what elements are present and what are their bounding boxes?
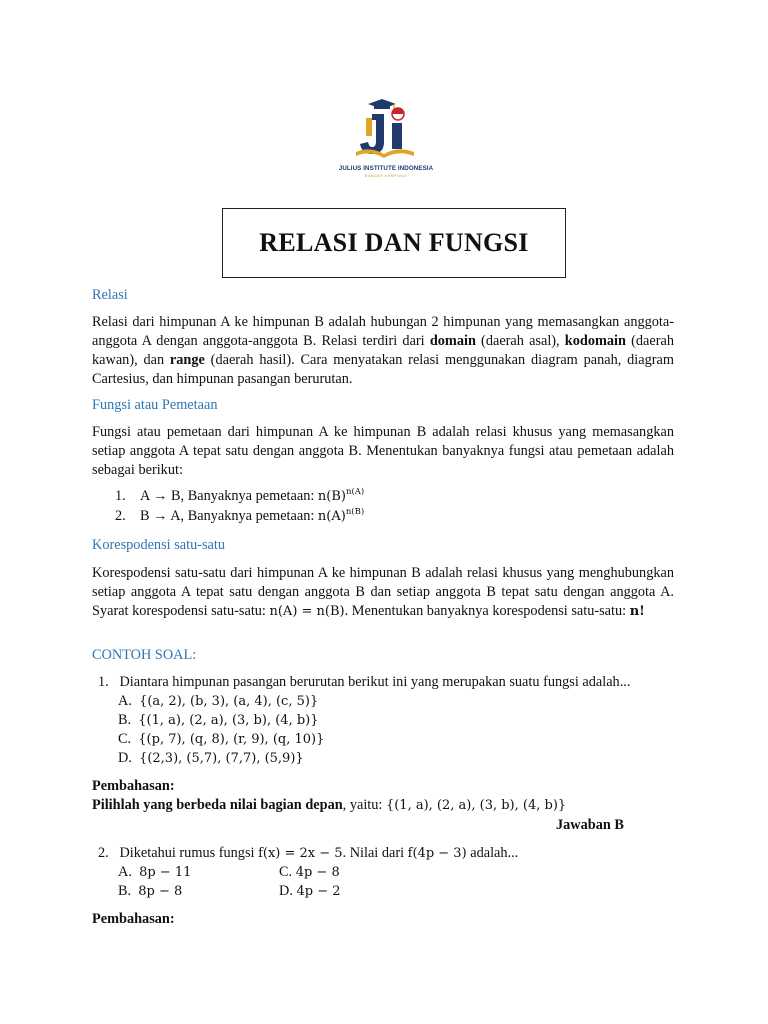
explanation-rest: , yaitu: xyxy=(342,797,386,813)
option-value: 8p − 8 xyxy=(138,884,183,899)
formula-exponent: n(B) xyxy=(345,507,365,517)
q1-option-b xyxy=(118,711,318,730)
paragraph-korespondensi xyxy=(92,564,674,621)
q1-option-a xyxy=(118,692,318,711)
q1-pembahasan-label xyxy=(92,777,175,796)
option-value: 4p − 8 xyxy=(295,865,340,880)
fungsi-item-2 xyxy=(115,507,364,526)
formula-exponent: n(A) xyxy=(345,487,365,497)
evaluation-formula: f(4p − 3) xyxy=(407,846,467,861)
q2-option-a xyxy=(118,863,191,882)
list-text: B → A, Banyaknya pemetaan: xyxy=(140,508,318,524)
question-2 xyxy=(98,844,518,863)
korespondensi-text-1: Korespodensi satu-satu dari himpunan A ke himpunan B adalah relasi khusus yang menghubungkan setiap anggota A tepat satu dengan anggota B dan setiap anggota B tepat satu dengan anggota A. Syarat korespodensi satu-satu: xyxy=(92,565,674,619)
korespondensi-text-2: . Menentukan banyaknya korespodensi satu-satu: xyxy=(344,603,630,619)
pembahasan-label: Pembahasan: xyxy=(92,778,175,794)
logo-tagline-text: BANDAR LAMPUNG xyxy=(364,174,408,178)
question-text: Diantara himpunan pasangan berurutan berikut ini yang merupakan suatu fungsi adalah... xyxy=(119,674,631,690)
q2-pembahasan-label xyxy=(92,910,175,929)
fungsi-item-1 xyxy=(115,487,364,506)
option-value: 4p − 2 xyxy=(296,884,341,899)
question-text-c: adalah... xyxy=(466,845,519,861)
logo-name-text: JULIUS INSTITUTE INDONESIA xyxy=(338,165,434,172)
relasi-text-2: (daerah asal), xyxy=(475,333,565,349)
explanation-bold: Pilihlah yang berbeda nilai bagian depan xyxy=(92,797,343,813)
formula-base: n(A) xyxy=(317,509,346,524)
option-label: D. xyxy=(118,750,132,766)
korespondensi-result: n! xyxy=(629,604,645,619)
q1-option-c xyxy=(118,730,324,749)
q2-option-d xyxy=(279,882,341,901)
q1-answer xyxy=(556,816,624,835)
question-text-a: Diketahui rumus fungsi xyxy=(119,845,259,861)
list-number: 1. xyxy=(115,488,126,504)
heading-korespondensi: Korespodensi satu-satu xyxy=(92,537,226,553)
term-domain: domain xyxy=(429,333,476,349)
q1-option-d xyxy=(118,749,304,768)
answer-text: Jawaban B xyxy=(556,817,624,833)
title-box xyxy=(222,208,566,278)
option-label: C. xyxy=(118,731,132,747)
question-number: 2. xyxy=(98,845,109,861)
option-value: {(2,3), (5,7), (7,7), (5,9)} xyxy=(139,751,304,766)
option-value: {(a, 2), (b, 3), (a, 4), (c, 5)} xyxy=(139,694,319,709)
institute-logo xyxy=(328,96,444,188)
explanation-set: {(1, a), (2, a), (3, b), (4, b)} xyxy=(385,798,567,813)
pembahasan-label: Pembahasan: xyxy=(92,911,175,927)
paragraph-fungsi: Fungsi atau pemetaan dari himpunan A ke himpunan B adalah relasi khusus yang memasangkan setiap anggota A tepat satu dengan anggota B. Menentukan banyaknya fungsi atau pemetaan adalah sebagai berikut: xyxy=(92,424,674,478)
option-label: C. xyxy=(279,864,293,880)
heading-fungsi: Fungsi atau Pemetaan xyxy=(92,397,218,413)
relasi-text-3: (daerah kawan), dan xyxy=(92,333,674,368)
q2-option-b xyxy=(118,882,182,901)
option-label: A. xyxy=(118,693,132,709)
q1-explanation xyxy=(92,796,566,815)
relasi-text-4: (daerah hasil). Cara menyatakan relasi menggunakan diagram panah, diagram Cartesius, dan himpunan pasangan berurutan. xyxy=(92,352,674,387)
option-value: {(p, 7), (q, 8), (r, 9), (q, 10)} xyxy=(138,732,325,747)
heading-relasi: Relasi xyxy=(92,287,128,303)
question-text-b: . Nilai dari xyxy=(342,845,408,861)
heading-contoh-soal: CONTOH SOAL: xyxy=(92,647,197,663)
function-formula: f(x) = 2x − 5 xyxy=(258,846,343,861)
option-label: D. xyxy=(279,883,293,899)
formula-base: n(B) xyxy=(317,489,346,504)
term-kodomain: kodomain xyxy=(564,333,626,349)
question-1 xyxy=(98,673,630,692)
term-range: range xyxy=(169,352,205,368)
page-title: RELASI DAN FUNGSI xyxy=(259,228,529,257)
list-text: A → B, Banyaknya pemetaan: xyxy=(140,488,318,504)
option-label: B. xyxy=(118,883,132,899)
logo-emblem-icon xyxy=(328,96,444,166)
question-number: 1. xyxy=(98,674,109,690)
relasi-text-1: Relasi dari himpunan A ke himpunan B adalah hubungan 2 himpunan yang memasangkan anggota-anggota A dengan anggota-anggota B. Relasi terdiri dari xyxy=(92,314,674,349)
korespondensi-condition: n(A) = n(B) xyxy=(269,604,345,619)
option-value: 8p − 11 xyxy=(139,865,192,880)
option-value: {(1, a), (2, a), (3, b), (4, b)} xyxy=(138,713,319,728)
option-label: B. xyxy=(118,712,132,728)
paragraph-relasi xyxy=(92,313,674,389)
list-number: 2. xyxy=(115,508,126,524)
option-label: A. xyxy=(118,864,132,880)
q2-option-c xyxy=(279,863,340,882)
